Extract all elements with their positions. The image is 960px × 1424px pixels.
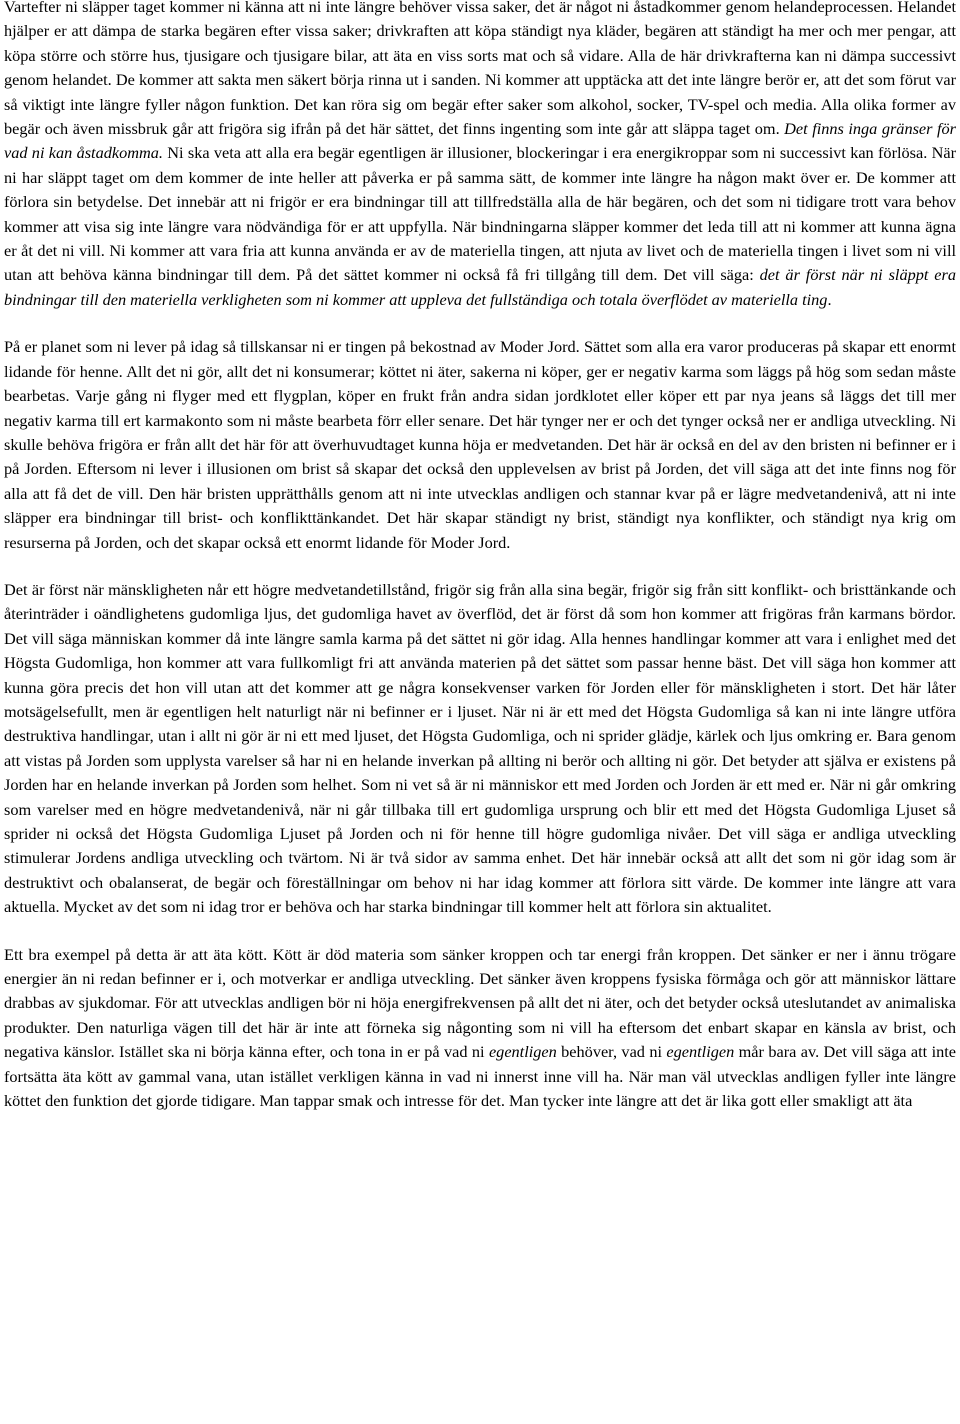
body-paragraph [4, 578, 956, 920]
paragraph-text: Det är först när mänskligheten når ett högre medvetandetillstånd, frigör sig från alla sina begär, frigör sig från sitt konflikt- och bristtänkande och återinträder i oändlighetens gudomliga ljus, det gudomliga havet av överflöd, det är först då som hon kommer att frigöras från karmans bördor. Det vill säga människan kommer då inte längre samla karma på det sättet ni gör idag. Alla hennes handlingar kommer att vara i enlighet med det Högsta Gudomliga, hon kommer att vara fullkomligt fri att använda materien på det sättet som passar henne bäst. Det vill säga hon kommer att kunna göra precis det hon vill utan att det kommer att ge några konsekvenser varken för Jorden eller för mänskligheten i stort. Det här låter motsägelsefullt, men är egentligen helt naturligt när ni befinner er i ljuset. När ni är ett med det Högsta Gudomliga så kan ni inte längre utföra destruktiva handlingar, utan i allt ni gör är ni ett med ljuset, det Högsta Gudomliga, och ni sprider glädje, kärlek och ljus omkring er. Bara genom att vistas på Jorden som upplysta varelser så har ni en helande inverkan på allting ni berör och allting ni gör. Det betyder att själva er existens på Jorden har en helande inverkan på Jorden som helhet. Som ni vet så är ni människor ett med Jorden och Jorden är ett med er. När ni går omkring som varelser med en högre medvetandenivå, när ni går tillbaka till ert gudomliga ursprung och blir ett med det Högsta Gudomliga Ljuset så sprider ni också det Högsta Gudomliga Ljuset på Jorden och ni för henne till högre gudomliga nivåer. Det vill säga er andliga utveckling stimulerar Jordens andliga utveckling och tvärtom. Ni är två sidor av samma enhet. Det här innebär också att allt det som ni gör idag som är destruktivt och obalanserat, de begär och föreställningar om behov ni har idag kommer att förlora sitt värde. De kommer inte längre att vara aktuella. Mycket av det som ni idag tror er behöva och har starka bindningar till kommer helt att förlora sin aktualitet. [4, 579, 956, 917]
paragraph-text: På er planet som ni lever på idag så tillskansar ni er tingen på bekostnad av Moder Jord. Sättet som alla era varor produceras på skapar ett enormt lidande för henne. Allt det ni gör, allt det ni konsumerar; köttet ni äter, sakerna ni köper, ger er negativ karma som läggs på hög som sedan måste bearbetas. Varje gång ni flyger med ett flygplan, köper en frukt från andra sidan jordklotet eller köper ett par nya jeans så läggs det till mer negativ karma till ert karmakonto som ni måste bearbeta förr eller senare. Det här tynger ner er och det tynger också ner er andliga utveckling. Ni skulle behöva frigöra er från allt det här för att överhuvudtaget kunna höja er medvetanden. Det här är också en del av den bristen ni befinner er i på Jorden. Eftersom ni lever i illusionen om brist så skapar det också den upplevelsen av brist på Jorden, det vill säga att det inte finns nog för alla att få det de vill. Den här bristen upprätthålls genom att ni inte utvecklas andligen och stannar kvar på er lägre medvetandenivå, att ni inte släpper era bindningar till brist- och konflikttänkandet. Det här skapar ständigt ny brist, ständigt nya konflikter, och ständigt nya krig om resurserna på Jorden, och det skapar också ett enormt lidande för Moder Jord. [4, 337, 956, 552]
paragraph-text: Ni ska veta att alla era begär egentligen är illusioner, blockeringar i era energikroppar som ni successivt kan förlösa. När ni har släppt taget om dem kommer de inte heller att påverka er på samma sätt, de kommer inte längre ha någon makt över er. De kommer att förlora sin betydelse. Det innebär att ni frigör er era bindningar till att tillfredställa alla de här begären, och det som ni tidigare trott vara behov kommer att visa sig inte längre vara nödvändiga för er att uppfylla. När bindningarna släpper kommer det leda till att ni kommer att kunna ägna er åt det ni vill. Ni kommer att vara fria att kunna använda er av de materiella tingen, att njuta av livet och de materiella tingen i livet som ni vill utan att behöva känna bindningar till dem. På det sättet kommer ni också få fri tillgång till dem. Det vill säga: [4, 143, 956, 285]
paragraph-text: mår bara av. Det vill säga att inte fortsätta äta kött av gammal vana, utan istället verkligen känna in vad ni innerst inne vill ha. När man väl utvecklas andligen fyller inte längre köttet den funktion det gjorde tidigare. Man tappar smak och intresse för det. Man tycker inte längre att det är lika gott eller smakligt att äta [4, 1042, 957, 1111]
body-paragraph [4, 335, 956, 555]
paragraph-text: behöver, vad ni [556, 1042, 667, 1062]
paragraph-text: Ett bra exempel på detta är att äta kött. Kött är död materia som sänker kroppen och tar energi från kroppen. Det sänker er ner i ännu trögare energier än ni redan befinner er i, och motverkar er andliga utveckling. Det sänker även kroppens fysiska förmåga och gör att människor lättare drabbas av sjukdomar. För att utvecklas andligen bör ni höja energifrekvensen på allt det ni äter, och det betyder också uteslutandet av animaliska produkter. Den naturliga vägen till det här är inte att förneka sig någonting som ni vill ha eftersom det enbart skapar en känsla av brist, och negativa känslor. Istället ska ni börja känna efter, och tona in er på vad ni [4, 944, 956, 1062]
body-paragraph [4, 0, 956, 312]
document-page [4, 0, 956, 1113]
paragraph-text: . [827, 289, 832, 309]
body-paragraph [4, 943, 956, 1114]
emphasized-text: Det finns inga gränser för vad ni kan åstadkomma. [4, 119, 956, 163]
emphasized-text: egentligen [666, 1042, 735, 1062]
paragraph-text: Vartefter ni släpper taget kommer ni känna att ni inte längre behöver vissa saker, det är något ni åstadkommer genom helandeprocessen. Helandet hjälper er att dämpa de starka begären efter vissa saker; drivkraften att köpa ständigt nya kläder, begären att ständigt ha mer och mer pengar, att köpa större och större hus, tjusigare och tjusigare bilar, att äta en viss sorts mat och så vidare. Alla de här drivkrafterna kan ni dämpa successivt genom helandet. De kommer att sakta men säkert börja rinna ut i sanden. Ni kommer att upptäcka att det inte längre berör er, att det som förut var så viktigt inte längre fyller någon funktion. Det kan röra sig om begär efter saker som alkohol, socker, TV-spel och media. Alla olika former av begär och även missbruk går att frigöra sig ifrån på det här sättet, det finns ingenting som inte går att släppa taget om. [4, 0, 956, 139]
emphasized-text: det är först när ni släppt era bindningar till den materiella verkligheten som ni kommer att uppleva det fullständiga och totala överflödet av materiella ting [4, 265, 956, 309]
emphasized-text: egentligen [488, 1042, 557, 1062]
